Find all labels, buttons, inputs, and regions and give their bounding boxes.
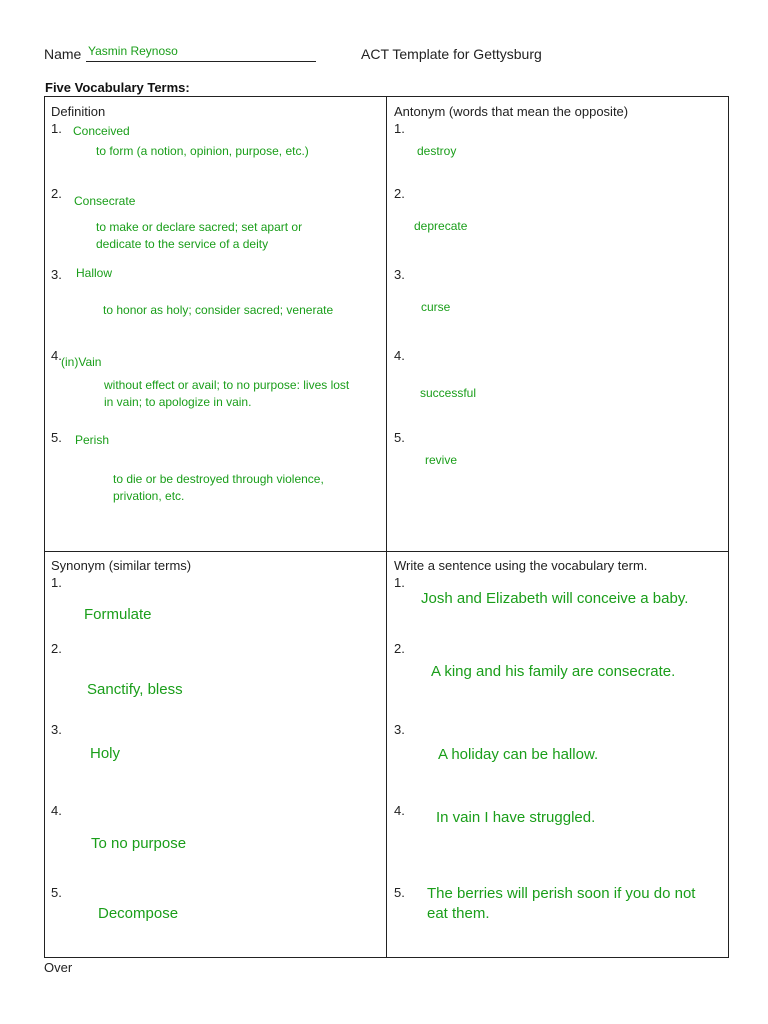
definition-term-5[interactable]: Perish	[75, 433, 110, 447]
definition-term-1[interactable]: Conceived	[73, 124, 130, 138]
definition-text-4[interactable]: without effect or avail; to no purpose: lives lost in vain; to apologize in vain.	[104, 378, 350, 409]
antonym-heading: Antonym (words that mean the opposite)	[394, 104, 629, 119]
name-label: Name	[44, 46, 82, 62]
synonym-num-2: 2.	[51, 641, 62, 656]
definition-term-4[interactable]: (in)Vain	[61, 355, 102, 369]
footer-over: Over	[44, 960, 73, 975]
sentence-num-1: 1.	[394, 575, 405, 590]
student-name[interactable]: Yasmin Reynoso	[88, 44, 178, 58]
antonym-text-4[interactable]: successful	[420, 386, 477, 400]
definition-text-2[interactable]: to make or declare sacred; set apart or dedicate to the service of a deity	[96, 220, 303, 251]
definition-num-5: 5.	[51, 430, 62, 445]
synonym-text-1[interactable]: Formulate	[84, 606, 152, 623]
synonym-text-2[interactable]: Sanctify, bless	[87, 681, 183, 698]
antonym-text-5[interactable]: revive	[425, 453, 458, 467]
sentence-text-5[interactable]: The berries will perish soon if you do not eat them.	[427, 885, 696, 922]
sentence-num-2: 2.	[394, 641, 405, 656]
document-title: ACT Template for Gettysburg	[361, 46, 542, 62]
synonym-num-5: 5.	[51, 885, 62, 900]
definition-heading: Definition	[51, 104, 106, 119]
definition-term-3[interactable]: Hallow	[76, 266, 113, 280]
antonym-num-2: 2.	[394, 186, 405, 201]
definition-text-1[interactable]: to form (a notion, opinion, purpose, etc.)	[96, 144, 309, 158]
synonym-text-3[interactable]: Holy	[90, 745, 121, 762]
sentence-num-4: 4.	[394, 803, 405, 818]
definition-num-3: 3.	[51, 267, 62, 282]
definition-text-3[interactable]: to honor as holy; consider sacred; venerate	[103, 303, 334, 317]
definition-term-2[interactable]: Consecrate	[74, 194, 136, 208]
definition-text-5[interactable]: to die or be destroyed through violence, privation, etc.	[113, 472, 324, 503]
synonym-num-4: 4.	[51, 803, 62, 818]
sentence-heading: Write a sentence using the vocabulary term.	[394, 558, 648, 573]
sentence-text-3[interactable]: A holiday can be hallow.	[438, 746, 599, 763]
grid-horizontal-divider	[44, 551, 729, 552]
sentence-text-4[interactable]: In vain I have struggled.	[436, 809, 596, 826]
sentence-num-5: 5.	[394, 885, 405, 900]
sentence-num-3: 3.	[394, 722, 405, 737]
synonym-text-5[interactable]: Decompose	[98, 905, 179, 922]
definition-num-2: 2.	[51, 186, 62, 201]
antonym-num-1: 1.	[394, 121, 405, 136]
synonym-heading: Synonym (similar terms)	[51, 558, 192, 573]
definition-num-4: 4.	[51, 348, 62, 363]
antonym-num-4: 4.	[394, 348, 405, 363]
antonym-text-1[interactable]: destroy	[417, 144, 457, 158]
grid-vertical-divider	[386, 96, 387, 958]
synonym-text-4[interactable]: To no purpose	[91, 835, 187, 852]
synonym-num-3: 3.	[51, 722, 62, 737]
sentence-text-1[interactable]: Josh and Elizabeth will conceive a baby.	[421, 590, 689, 607]
sentence-text-2[interactable]: A king and his family are consecrate.	[431, 663, 676, 680]
definition-num-1: 1.	[51, 121, 62, 136]
synonym-num-1: 1.	[51, 575, 62, 590]
name-underline	[86, 61, 316, 62]
section-title: Five Vocabulary Terms:	[45, 80, 190, 95]
antonym-text-2[interactable]: deprecate	[414, 219, 468, 233]
antonym-num-5: 5.	[394, 430, 405, 445]
antonym-num-3: 3.	[394, 267, 405, 282]
antonym-text-3[interactable]: curse	[421, 300, 451, 314]
